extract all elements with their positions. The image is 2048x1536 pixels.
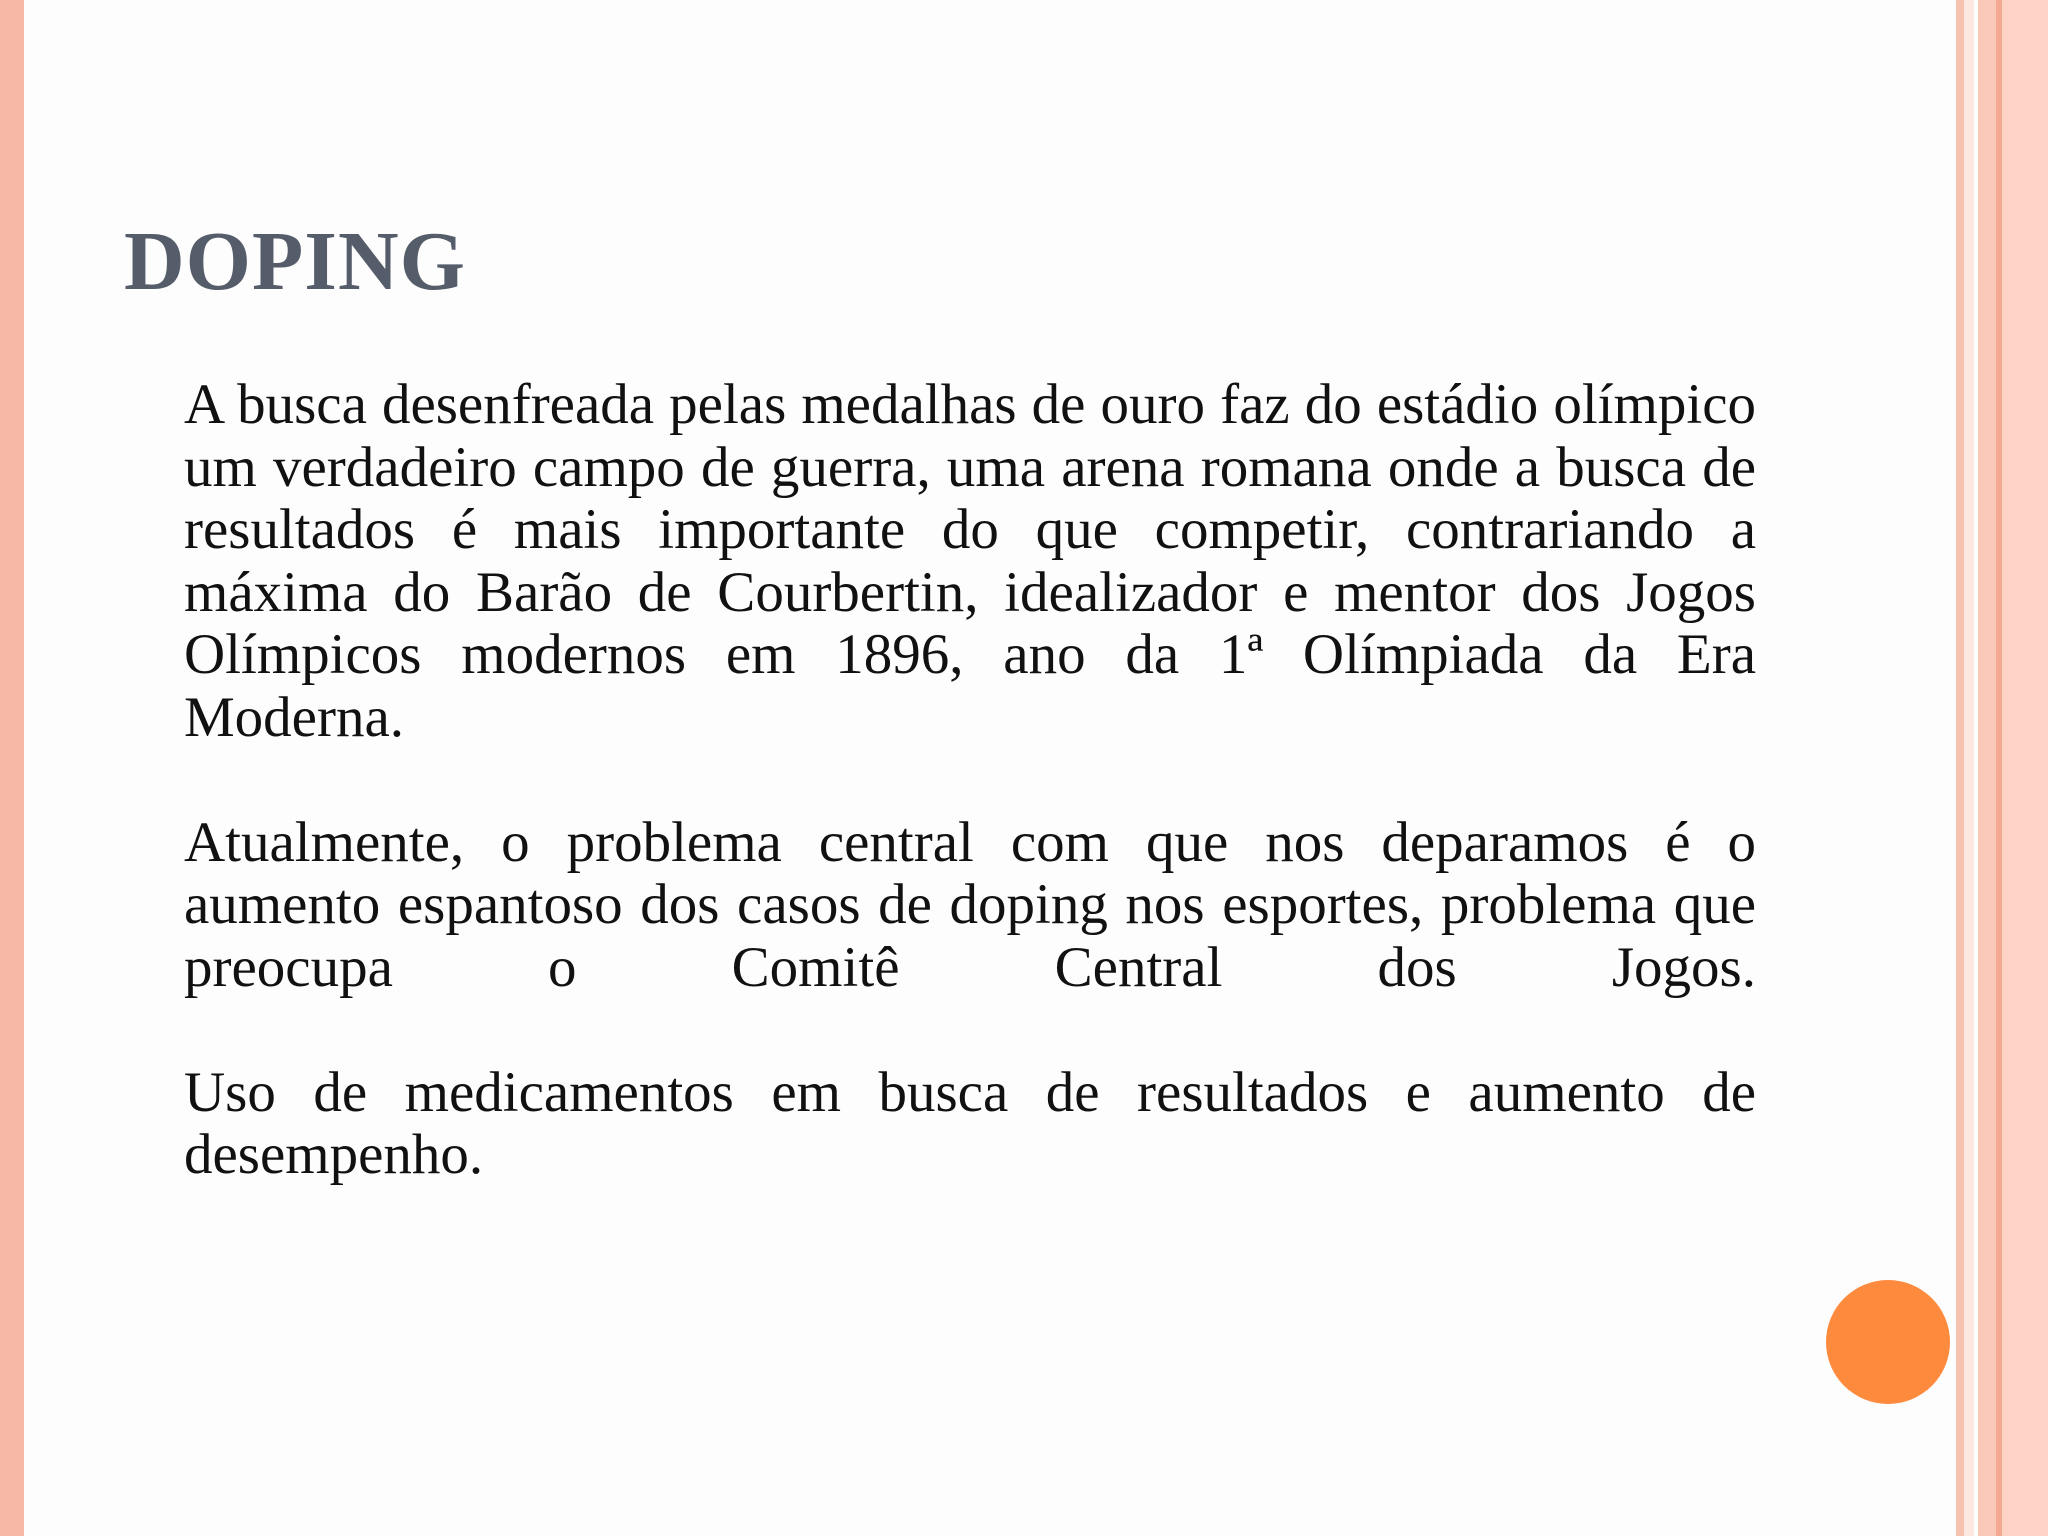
- paragraph-2: Atualmente, o problema central com que nos deparamos é o aumento espantoso dos casos de doping nos esportes, problema que preocupa o Comitê Central dos Jogos.: [184, 810, 1756, 999]
- slide-body: [184, 374, 1756, 1249]
- right-border-stripe: [2002, 0, 2048, 1536]
- slide-title: DOPING: [124, 215, 466, 308]
- right-border-stripe: [1964, 0, 1974, 1536]
- right-border-stripe: [1978, 0, 1996, 1536]
- decorative-dot: [1826, 1280, 1950, 1404]
- right-border-stripe: [1956, 0, 1964, 1536]
- paragraph-1: A busca desenfreada pelas medalhas de ouro faz do estádio olímpico um verdadeiro campo de guerra, uma arena romana onde a busca de resultados é mais importante do que competir, contrariando a máxima do Barão de Courbertin, idealizador e mentor dos Jogos Olímpicos modernos em 1896, ano da 1ª Olímpiada da Era Moderna.: [184, 373, 1756, 749]
- left-border-stripe: [0, 0, 24, 1536]
- paragraph-3: Uso de medicamentos em busca de resultados e aumento de desempenho.: [184, 1060, 1756, 1186]
